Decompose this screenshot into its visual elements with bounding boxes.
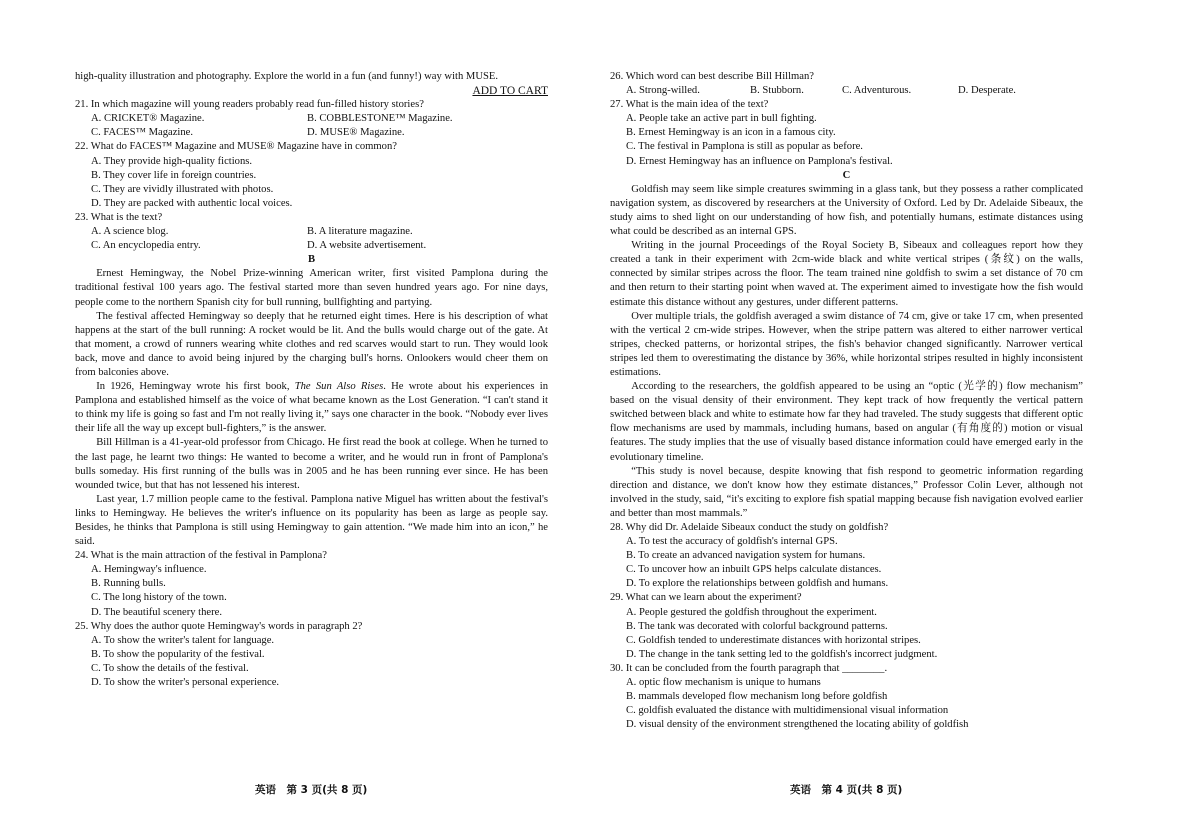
- q22-option-a: A. They provide high-quality fictions.: [91, 155, 253, 167]
- q21-option-b: B. COBBLESTONE™ Magazine.: [307, 113, 453, 125]
- paragraph-3-rest: . He wrote about his experiences in Pamplona and established himself as the voice of what became known as the Lost Generation. “I can't stand it to think my life is going so fast and I'm not really living it,” says one character in the book. “Nobody ever lives their life all the way up except bull-fighters,” is the answer.: [75, 381, 548, 435]
- passage-c-paragraph-5: “This study is novel because, despite knowing that fish respond to geometric information regarding direction and distance, we don't know how they estimate distances,” Professor Colin Lever, although not involved in the study, said, “it's exciting to explore fish spatial mapping because fish navigation evolved earlier and better than most mammals.”: [610, 465, 1083, 519]
- passage-c-paragraph-4: According to the researchers, the goldfish appeared to be using an “optic (光学的) flow mechanism” based on the visual density of their environment. They kept track of how frequently the vertical pattern switched between black and white to estimate how far they had traveled. The study suggests that different optic flow mechanisms are used by mammals, including humans, based on angular (有角度的) motion or visual features. The study implies that the use of visually based distance information could have emerged early in the evolutionary timeline.: [610, 381, 1083, 463]
- q23-options-row-2: [75, 239, 548, 253]
- passage-b-paragraph-1: Ernest Hemingway, the Nobel Prize-winning American writer, first visited Pamplona during the traditional festival 100 years ago. The festival started more than seven hundred years ago. For nine days, people come to the northern Spanish city for bull running, bullfighting and partying.: [75, 268, 548, 308]
- q30-option-a: A. optic flow mechanism is unique to humans: [626, 677, 821, 689]
- question-21: 21. In which magazine will young readers probably read fun-filled history stories?: [75, 99, 424, 111]
- q30-option-c: C. goldfish evaluated the distance with multidimensional visual information: [626, 705, 949, 717]
- question-26: 26. Which word can best describe Bill Hillman?: [610, 71, 814, 82]
- q28-option-c: C. To uncover how an inbuilt GPS helps calculate distances.: [626, 564, 882, 576]
- section-b-heading: B: [307, 254, 316, 266]
- q24-option-d: D. The beautiful scenery there.: [91, 606, 222, 618]
- question-24: 24. What is the main attraction of the festival in Pamplona?: [75, 550, 327, 562]
- q26-option-a: A. Strong-willed.: [626, 85, 700, 97]
- page-4-footer: 英语 第 4 页(共 8 页): [790, 784, 903, 796]
- q22-option-d: D. They are packed with authentic local voices.: [91, 197, 293, 209]
- q26-option-c: C. Adventurous.: [842, 85, 912, 97]
- q21-option-d: D. MUSE® Magazine.: [307, 127, 405, 139]
- passage-b-paragraph-3: [75, 380, 548, 436]
- q23-option-c: C. An encyclopedia entry.: [91, 240, 201, 252]
- q29-option-b: B. The tank was decorated with colorful background patterns.: [626, 620, 888, 632]
- q30-option-b: B. mammals developed flow mechanism long before goldfish: [626, 691, 888, 703]
- passage-c-paragraph-1: Goldfish may seem like simple creatures swimming in a glass tank, but they possess a rather complicated navigation system, as discovered by researchers at the University of Oxford. Led by Dr. Adelaide Sibeaux, the study aims to shed light on our understanding of how fish, and potentially humans, estimate distances using what could be described as an internal GPS.: [610, 183, 1083, 238]
- section-c-heading: C: [842, 169, 851, 181]
- q26-option-d: D. Desperate.: [958, 85, 1016, 97]
- q25-option-d: D. To show the writer's personal experience.: [91, 677, 280, 689]
- q22-option-b: B. They cover life in foreign countries.: [91, 169, 257, 181]
- q27-option-c: C. The festival in Pamplona is still as popular as before.: [626, 141, 863, 153]
- q27-option-d: D. Ernest Hemingway has an influence on Pamplona's festival.: [626, 155, 893, 167]
- q21-option-a: A. CRICKET® Magazine.: [91, 113, 205, 125]
- q28-option-b: B. To create an advanced navigation system for humans.: [626, 550, 866, 562]
- question-22: 22. What do FACES™ Magazine and MUSE® Magazine have in common?: [75, 141, 397, 153]
- passage-b-paragraph-4: Bill Hillman is a 41-year-old professor from Chicago. He first read the book at college. When he turned to the last page, he learnt two things: He wanted to become a writer, and he would run in front of Pamplona's bulls someday. His first running of the bulls was in 2005 and he has been running ever since. He has been wounded twice, but that has not lessened his interest.: [75, 437, 548, 491]
- q21-option-c: C. FACES™ Magazine.: [91, 127, 193, 139]
- q30-option-d: D. visual density of the environment strengthened the locating ability of goldfish: [626, 719, 969, 731]
- passage-b-paragraph-2: The festival affected Hemingway so deeply that he returned eight times. Here is his description of what happens at the start of the bull running: A rocket would be lit. And the bulls would charge out of the gate. At that moment, a crowd of runners wearing white clothes and red scarves would start to run. They would look back, move and dance to avoid being injured by the charging bull's horns. Onlookers would cheer them on from balconies above.: [75, 310, 548, 378]
- left-column: [75, 70, 548, 690]
- question-30: 30. It can be concluded from the fourth paragraph that ________.: [610, 662, 888, 674]
- q23-options-row-1: [75, 225, 548, 239]
- passage-c-paragraph-3: Over multiple trials, the goldfish averaged a swim distance of 74 cm, give or take 17 cm, when presented with the vertical 2 cm-wide stripes. However, when the stripe pattern was altered to either narrower vertical stripes, checked patterns, or horizontal stripes, the fish's behavior changed significantly. Narrower vertical stripes led them to overestimating the distance by 36%, while horizontal stripes resulted in highly inconsistent estimations.: [610, 310, 1083, 378]
- q26-options-row: [610, 84, 1083, 98]
- right-column: [610, 70, 1083, 732]
- passage-b-paragraph-5: Last year, 1.7 million people came to the festival. Pamplona native Miguel has written about the festival's links to Hemingway. He believes the writer's influence on its popularity has been as large as people say. Besides, he thinks that Pamplona is still using Hemingway to gain attention. “We made him into an icon,” he said.: [75, 493, 548, 548]
- passage-c-paragraph-2: Writing in the journal Proceedings of the Royal Society B, Sibeaux and colleagues report how they created a tank in their experiment with 2cm-wide black and white vertical stripes (条纹) on the walls, connected by similar stripes across the floor. The team trained nine goldfish to swim a set distance of 70 cm and then return to their starting point when waved at. The experiment aimed to investigate how the fish would estimate this distance without any gestures, under different patterns.: [610, 240, 1083, 308]
- q21-options-row-2: [75, 126, 548, 140]
- q24-option-b: B. Running bulls.: [91, 578, 166, 590]
- q21-options-row-1: [75, 112, 548, 126]
- question-25: 25. Why does the author quote Hemingway's words in paragraph 2?: [75, 620, 363, 632]
- q28-option-a: A. To test the accuracy of goldfish's internal GPS.: [626, 536, 838, 548]
- muse-intro-text: high-quality illustration and photography. Explore the world in a fun (and funny!) way with MUSE.: [75, 71, 498, 82]
- q27-option-a: A. People take an active part in bull fighting.: [626, 113, 817, 125]
- q23-option-b: B. A literature magazine.: [307, 226, 413, 238]
- page-3-footer: 英语 第 3 页(共 8 页): [255, 784, 368, 796]
- q29-option-c: C. Goldfish tended to underestimate distances with horizontal stripes.: [626, 634, 921, 646]
- question-27: 27. What is the main idea of the text?: [610, 99, 769, 111]
- q28-option-d: D. To explore the relationships between goldfish and humans.: [626, 578, 889, 590]
- q24-option-c: C. The long history of the town.: [91, 592, 227, 604]
- q23-option-a: A. A science blog.: [91, 226, 169, 238]
- paragraph-3-start: In 1926, Hemingway wrote his first book,: [96, 381, 295, 393]
- q25-option-b: B. To show the popularity of the festival.: [91, 648, 265, 660]
- question-29: 29. What can we learn about the experiment?: [610, 592, 802, 604]
- q23-option-d: D. A website advertisement.: [307, 240, 427, 252]
- q25-option-c: C. To show the details of the festival.: [91, 662, 249, 674]
- question-23: 23. What is the text?: [75, 211, 163, 223]
- book-title: The Sun Also Rises: [294, 381, 384, 393]
- question-28: 28. Why did Dr. Adelaide Sibeaux conduct the study on goldfish?: [610, 522, 889, 533]
- q26-option-b: B. Stubborn.: [750, 85, 804, 97]
- q22-option-c: C. They are vividly illustrated with photos.: [91, 183, 274, 195]
- q25-option-a: A. To show the writer's talent for language.: [91, 634, 275, 646]
- q27-option-b: B. Ernest Hemingway is an icon in a famous city.: [626, 127, 836, 139]
- q29-option-d: D. The change in the tank setting led to the goldfish's incorrect judgment.: [626, 648, 938, 660]
- q29-option-a: A. People gestured the goldfish throughout the experiment.: [626, 606, 877, 618]
- add-to-cart-link[interactable]: ADD TO CART: [472, 85, 548, 98]
- q24-option-a: A. Hemingway's influence.: [91, 564, 207, 576]
